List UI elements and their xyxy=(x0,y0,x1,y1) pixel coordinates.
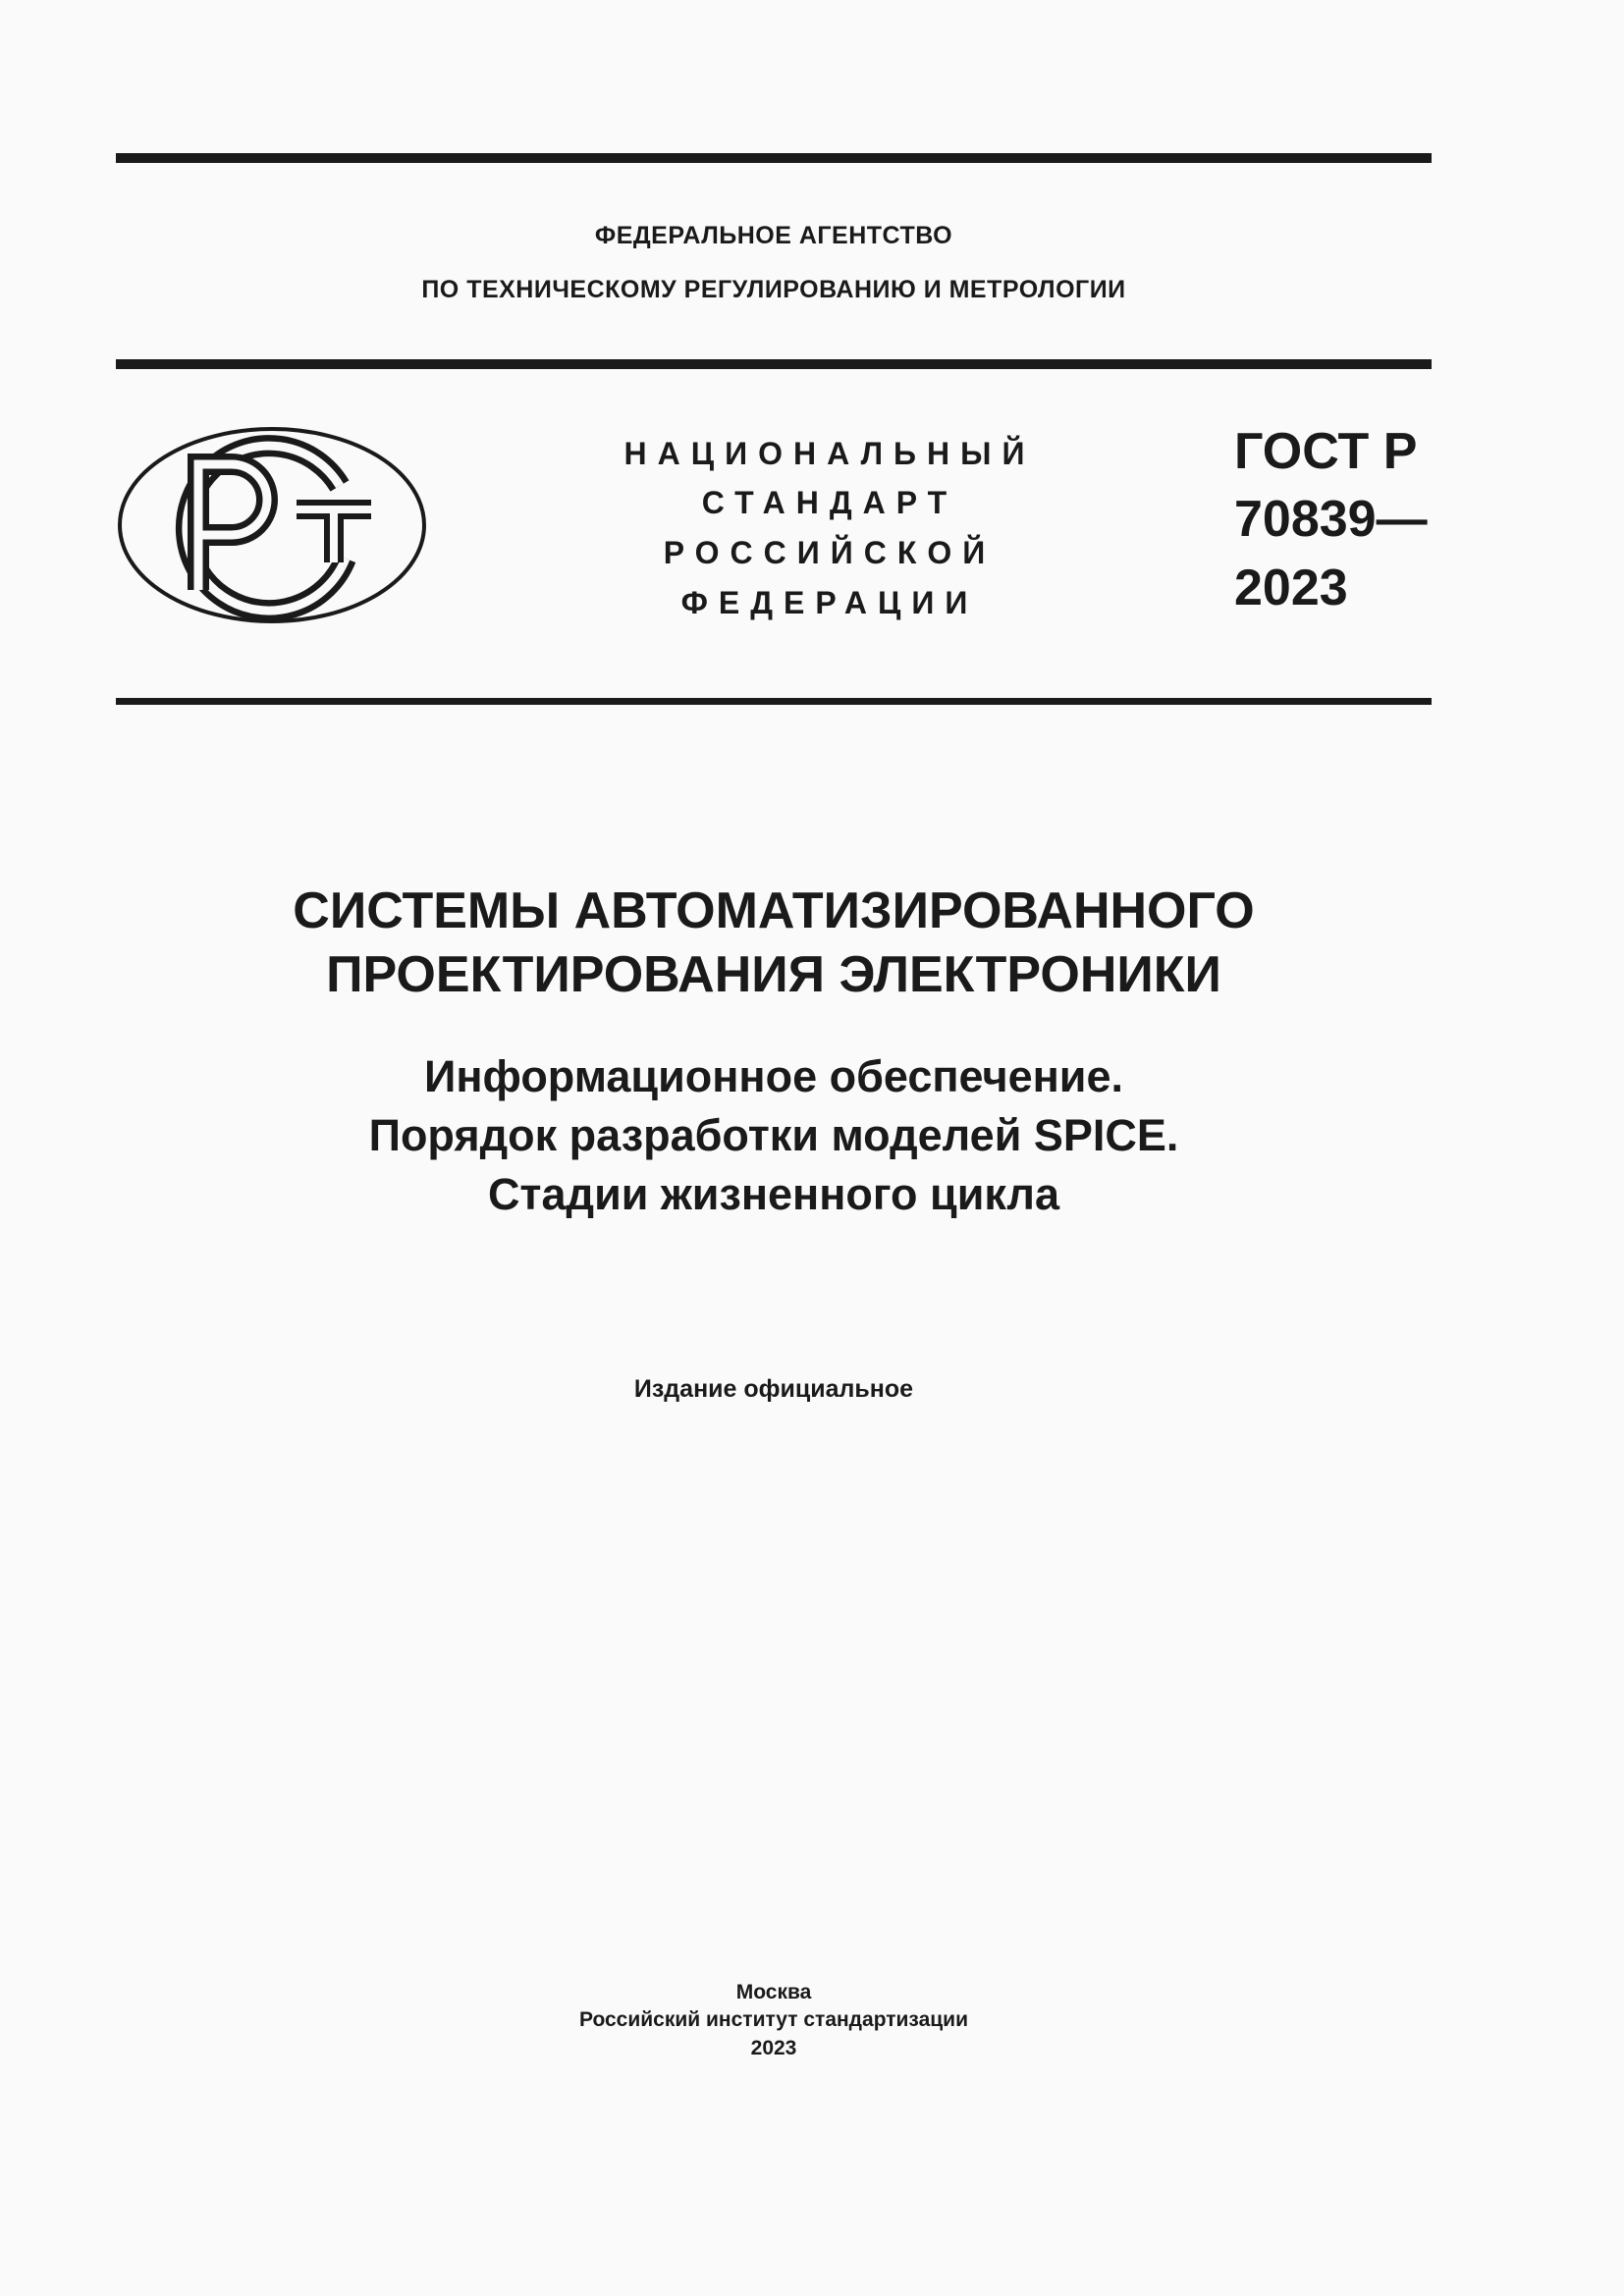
gost-designation-line-3: 2023 xyxy=(1234,560,1348,616)
imprint-publisher: Российский институт стандартизации xyxy=(578,2008,969,2031)
header-divider-rule xyxy=(116,359,1432,369)
national-standard-line-1: НАЦИОНАЛЬНЫЙ xyxy=(623,436,1036,471)
national-standard-line-2: СТАНДАРТ xyxy=(701,485,958,520)
top-rule xyxy=(116,153,1432,163)
national-standard-line-3: РОССИЙСКОЙ xyxy=(663,535,997,570)
edition-label: Издание официальное xyxy=(633,1375,914,1403)
document-subtitle-line-1: Информационное обеспечение. xyxy=(424,1051,1123,1101)
document-subtitle-line-3: Стадии жизненного цикла xyxy=(487,1169,1060,1219)
national-standard-line-4: ФЕДЕРАЦИИ xyxy=(680,585,979,620)
agency-line-2: ПО ТЕХНИЧЕСКОМУ РЕГУЛИРОВАНИЮ И МЕТРОЛОГИИ xyxy=(421,276,1126,303)
standard-block-divider-rule xyxy=(116,698,1432,705)
gost-designation-line-2: 70839— xyxy=(1234,491,1428,548)
rst-certification-logo-icon xyxy=(116,425,428,625)
imprint-year: 2023 xyxy=(750,2037,797,2059)
document-title-line-2: ПРОЕКТИРОВАНИЯ ЭЛЕКТРОНИКИ xyxy=(326,946,1221,1003)
document-title-line-1: СИСТЕМЫ АВТОМАТИЗИРОВАННОГО xyxy=(293,882,1255,939)
gost-designation-line-1: ГОСТ Р xyxy=(1234,423,1418,480)
imprint-city: Москва xyxy=(735,1981,812,2003)
agency-line-1: ФЕДЕРАЛЬНОЕ АГЕНТСТВО xyxy=(594,222,953,249)
document-subtitle-line-2: Порядок разработки моделей SPICE. xyxy=(368,1110,1179,1160)
